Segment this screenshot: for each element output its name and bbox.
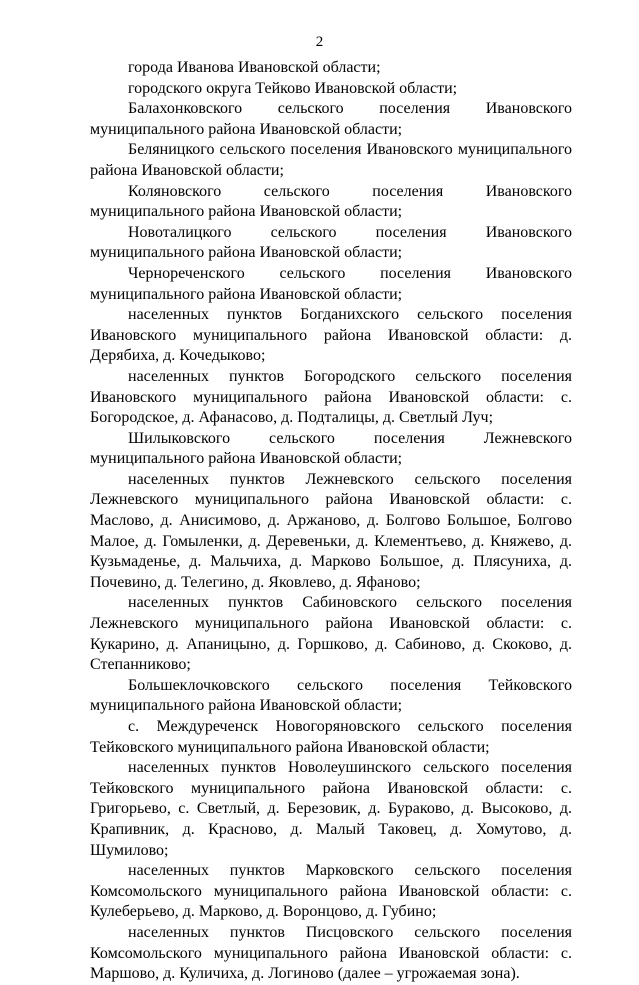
paragraph: Новоталицкого сельского поселения Ивановского муниципального района Ивановской области;: [90, 223, 572, 262]
paragraph: Коляновского сельского поселения Ивановского муниципального района Ивановской области;: [90, 182, 572, 221]
page-number: 2: [315, 34, 324, 50]
paragraph: населенных пунктов Сабиновского сельского поселения Лежневского муниципального района Ивановской области: с. Кукарино, д. Апаницыно, д. Горшково, д. Сабиново, д. Скоково, д. Степанниково;: [90, 594, 572, 674]
paragraph: с. Междуреченск Новогоряновского сельского поселения Тейковского муниципального района Ивановской области;: [90, 718, 572, 756]
paragraph: города Иванова Ивановской области;: [128, 59, 381, 76]
paragraph: населенных пунктов Новолеушинского сельского поселения Тейковского муниципального района Ивановской области: с. Григорьево, с. Светлый, д. Березовик, д. Бураково, д. Высоково, д. Крапивник, д. Красново, д. Малый Таковец, д. Хомутово, д. Шумилово;: [90, 759, 572, 859]
paragraph: Чернореченского сельского поселения Ивановского муниципального района Ивановской области;: [90, 264, 572, 303]
paragraph: Беляницкого сельского поселения Ивановского муниципального района Ивановской области;: [90, 141, 572, 179]
paragraph: населенных пунктов Лежневского сельского поселения Лежневского муниципального района Ивановской области: с. Маслово, д. Анисимово, д. Аржаново, д. Болгово Большое, Болгово Малое, д. Гомыленки, д. Деревеньки, д. Клементьево, д. Княжево, д. Кузьмаденье, д. Мальчиха, д. Марково Большое, д. Плясуниха, д. Почевино, д. Телегино, д. Яковлево, д. Яфаново;: [90, 470, 572, 591]
paragraph: Шилыковского сельского поселения Лежневского муниципального района Ивановской области;: [90, 429, 572, 468]
paragraph: населенных пунктов Богородского сельского поселения Ивановского муниципального района Ивановской области: с. Богородское, д. Афанасово, д. Подталицы, д. Светлый Луч;: [90, 367, 572, 427]
paragraph: городского округа Тейково Ивановской области;: [128, 79, 458, 97]
paragraph: Балахонковского сельского поселения Ивановского муниципального района Ивановской области;: [90, 100, 572, 138]
document-body: [90, 58, 572, 985]
paragraph: Большеклочковского сельского поселения Тейковского муниципального района Ивановской области;: [90, 676, 572, 715]
paragraph: населенных пунктов Писцовского сельского поселения Комсомольского муниципального района Ивановской области: с. Маршово, д. Куличиха, д. Логиново (далее – угрожаемая зона).: [90, 923, 572, 983]
paragraph: населенных пунктов Богданихского сельского поселения Ивановского муниципального района Ивановской области: д. Дерябиха, д. Кочедыково;: [90, 306, 572, 365]
paragraph: населенных пунктов Марковского сельского поселения Комсомольского муниципального района Ивановской области: с. Кулеберьево, д. Марково, д. Воронцово, д. Губино;: [90, 862, 572, 921]
